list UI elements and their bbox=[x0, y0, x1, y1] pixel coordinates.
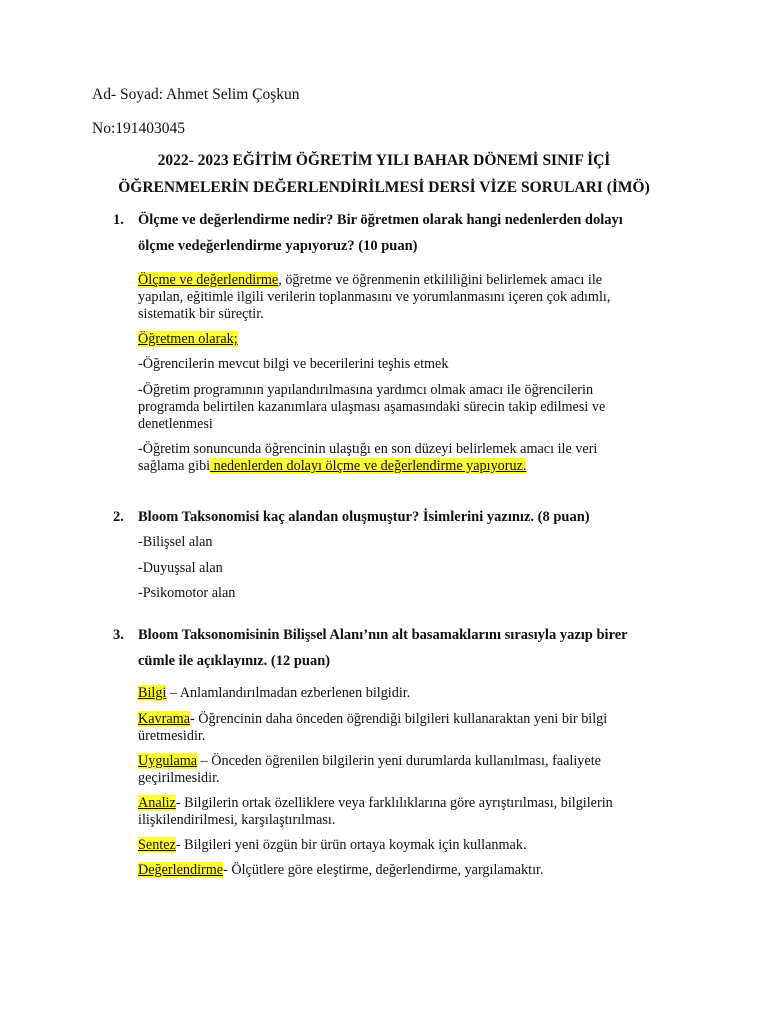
reason-1: -Öğrencilerin mevcut bilgi ve becerilerini teşhis etmek bbox=[138, 356, 449, 372]
level-desc: - Bilgileri yeni özgün bir ürün ortaya koymak için kullanmak. bbox=[175, 837, 527, 853]
level-kavrama bbox=[138, 711, 607, 728]
level-desc: - Ölçütlere göre eleştirme, değerlendirme, yargılamaktır. bbox=[223, 862, 544, 878]
reason-3-start: sağlama gibi bbox=[138, 458, 211, 474]
level-uygulama-line-2: geçirilmesidir. bbox=[138, 770, 220, 786]
question-3-line-1: Bloom Taksonomisinin Bilişsel Alanı’nın alt basamaklarını sırasıyla yazıp birer bbox=[138, 627, 628, 643]
level-degerlendirme bbox=[138, 862, 544, 879]
question-1-number: 1. bbox=[113, 212, 124, 228]
level-term: Analiz bbox=[138, 795, 176, 811]
level-term: Sentez bbox=[138, 837, 176, 853]
question-2-number: 2. bbox=[113, 509, 124, 525]
level-term: Değerlendirme bbox=[138, 862, 224, 878]
question-2-line-1: Bloom Taksonomisi kaç alandan oluşmuştur? İsimlerini yazınız. (8 puan) bbox=[138, 509, 590, 525]
reason-2-line-3: denetlenmesi bbox=[138, 416, 213, 432]
reason-3-line-2 bbox=[138, 458, 526, 475]
level-desc: – Anlamlandırılmadan ezberlenen bilgidir. bbox=[166, 685, 411, 701]
level-sentez bbox=[138, 837, 527, 854]
reason-3-highlight: nedenlerden dolayı ölçme ve değerlendirme yapıyoruz. bbox=[210, 458, 527, 474]
answer-1-definition-line-2: yapılan, eğitimle ilgili verilerin toplanmasını ve yorumlanmasını içeren çok adımlı, bbox=[138, 289, 611, 305]
exam-title-line-1: 2022- 2023 EĞİTİM ÖĞRETİM YILI BAHAR DÖNEMİ SINIF İÇİ bbox=[157, 152, 611, 169]
domain-item-3: -Psikomotor alan bbox=[138, 585, 236, 601]
answer-1-definition-line-1 bbox=[138, 272, 602, 289]
answer-1-definition-line-3: sistematik bir süreçtir. bbox=[138, 306, 264, 322]
domain-item-2: -Duyuşsal alan bbox=[138, 560, 223, 576]
exam-title-line-2: ÖĞRENMELERİN DEĞERLENDİRİLMESİ DERSİ VİZE SORULARI (İMÖ) bbox=[118, 179, 650, 196]
reason-2-line-1: -Öğretim programının yapılandırılmasına yardımcı olmak amacı ile öğrencilerin bbox=[138, 382, 594, 398]
level-term: Kavrama bbox=[138, 711, 190, 727]
domain-item-1: -Bilişsel alan bbox=[138, 534, 213, 550]
question-3-line-2: cümle ile açıklayınız. (12 puan) bbox=[138, 653, 331, 669]
reason-3-line-1: -Öğretim sonuncunda öğrencinin ulaştığı en son düzeyi belirlemek amacı ile veri bbox=[138, 441, 598, 457]
level-desc: - Öğrencinin daha önceden öğrendiği bilgileri kullanaraktan yeni bir bilgi bbox=[190, 711, 608, 727]
level-bilgi bbox=[138, 685, 410, 702]
question-1-line-2: ölçme vedeğerlendirme yapıyoruz? (10 puan) bbox=[138, 238, 418, 254]
level-uygulama bbox=[138, 753, 601, 770]
teacher-label: Öğretmen olarak; bbox=[138, 331, 238, 347]
question-1-line-1: Ölçme ve değerlendirme nedir? Bir öğretmen olarak hangi nedenlerden dolayı bbox=[138, 212, 623, 228]
question-3-number: 3. bbox=[113, 627, 124, 643]
level-desc: – Önceden öğrenilen bilgilerin yeni durumlarda kullanılması, faaliyete bbox=[197, 753, 601, 769]
student-name: Ad- Soyad: Ahmet Selim Çoşkun bbox=[92, 86, 300, 103]
student-number: No:191403045 bbox=[92, 120, 185, 137]
level-term: Bilgi bbox=[138, 685, 167, 701]
teacher-label-line bbox=[138, 331, 238, 348]
level-kavrama-line-2: üretmesidir. bbox=[138, 728, 206, 744]
level-term: Uygulama bbox=[138, 753, 198, 769]
reason-2-line-2: programda belirtilen kazanımlara ulaşması aşamasındaki sürecin takip edilmesi ve bbox=[138, 399, 606, 415]
definition-rest: , öğretme ve öğrenmenin etkililiğini belirlemek amacı ile bbox=[278, 272, 603, 288]
term-olcme-degerlendirme: Ölçme ve değerlendirme bbox=[138, 272, 279, 288]
level-desc: - Bilgilerin ortak özelliklere veya farklılıklarına göre ayrıştırılması, bilgilerin bbox=[175, 795, 613, 811]
level-analiz bbox=[138, 795, 613, 812]
level-analiz-line-2: ilişkilendirilmesi, karşılaştırılması. bbox=[138, 812, 336, 828]
